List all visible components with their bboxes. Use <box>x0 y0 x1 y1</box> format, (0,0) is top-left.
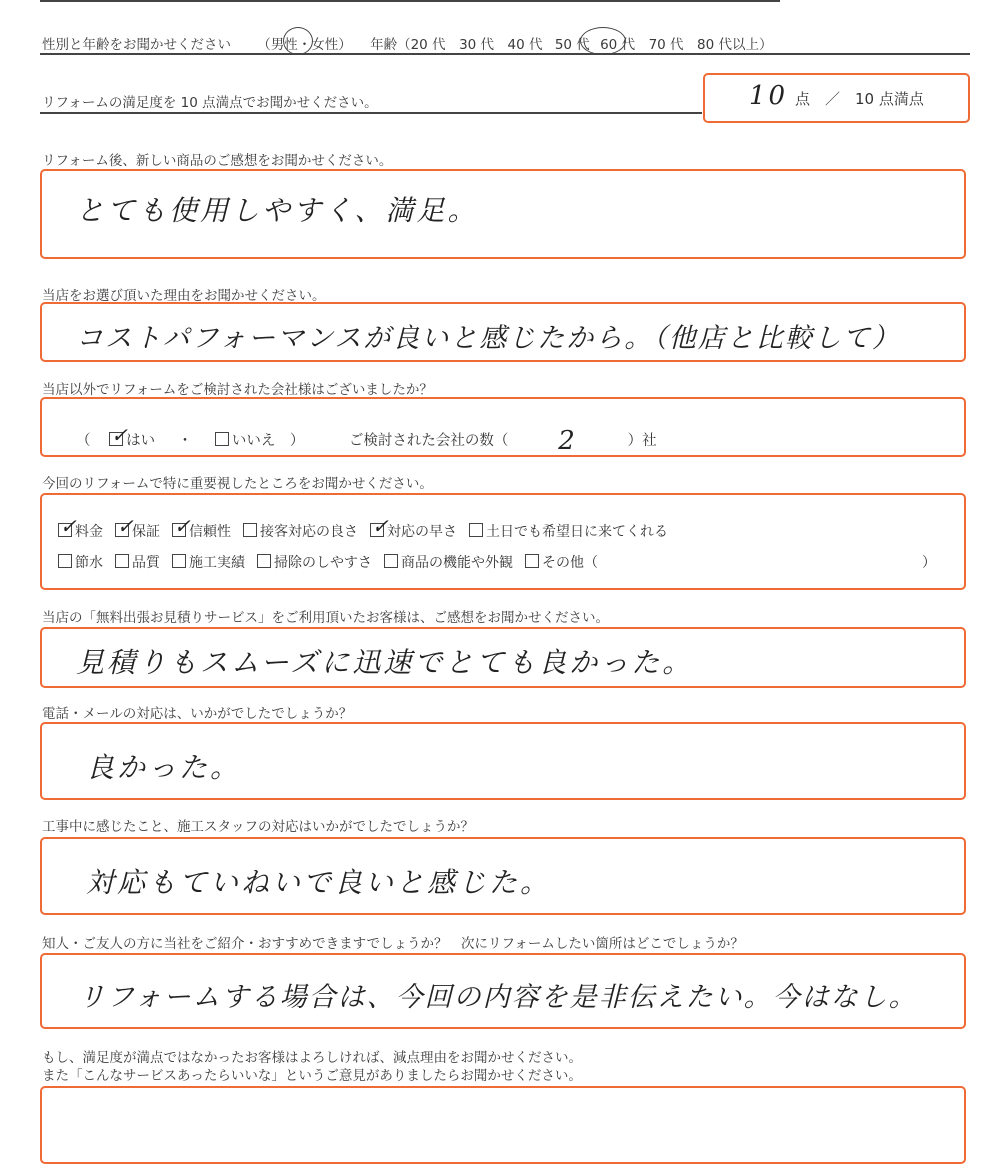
other-count-value: 2 <box>558 426 578 456</box>
important-row1-label: 接客対応の良さ <box>260 524 358 540</box>
other-open-paren: （ <box>76 433 91 449</box>
check-mark-icon: ✓ <box>60 514 77 538</box>
important-row1-label: 料金 <box>75 524 103 540</box>
important-row-1 <box>58 514 680 541</box>
important-row2-option <box>384 552 513 572</box>
important-row2-checkbox <box>257 554 271 568</box>
important-row2-option <box>172 552 245 572</box>
estimate-question: 当店の「無料出張お見積りサービス」をご利用頂いたお客様は、ご感想をお聞かせください。 <box>42 610 609 626</box>
important-row2-checkbox <box>525 554 539 568</box>
gender-options: （男性・女性） <box>257 37 352 53</box>
product-answer: とても使用しやすく、満足。 <box>76 194 479 227</box>
check-mark-icon: ✓ <box>372 514 389 538</box>
gender-age-rule <box>40 53 970 55</box>
important-row2-checkbox <box>115 554 129 568</box>
important-row1-checkbox <box>469 523 483 537</box>
other-companies-row <box>76 422 657 456</box>
important-close-paren: ） <box>922 555 936 571</box>
staff-answer-box <box>40 837 966 915</box>
other-companies-question: 当店以外でリフォームをご検討された会社様はございましたか？ <box>42 382 433 398</box>
other-no-checkbox <box>215 432 229 446</box>
important-row2-label: その他（ <box>542 555 598 571</box>
important-box <box>40 493 966 590</box>
important-row1-label: 土日でも希望日に来てくれる <box>486 524 668 540</box>
check-mark-icon: ✓ <box>174 514 191 538</box>
satisfaction-rule <box>40 112 702 114</box>
age-rest: 60 代 70 代 80 代以上） <box>600 37 773 53</box>
important-row1-checkbox <box>58 514 77 538</box>
check-mark-icon: ✓ <box>117 514 134 538</box>
other-yes-checkbox <box>109 423 128 447</box>
reason-answer: コストパフォーマンスが良いと感じたから。（他店と比較して） <box>76 323 901 354</box>
product-answer-box <box>40 169 966 259</box>
important-row-2 <box>58 552 610 572</box>
other-companies-box <box>40 397 966 457</box>
important-row2-option <box>257 552 372 572</box>
feedback-question-2: また「こんなサービスあったらいいな」というご意見がありましたらお聞かせください。 <box>42 1068 582 1084</box>
important-row1-option <box>172 514 231 541</box>
staff-answer: 対応もていねいで良いと感じた。 <box>86 866 552 899</box>
feedback-question-1: もし、満足度が満点ではなかったお客様はよろしければ、減点理由をお聞かせください。 <box>42 1050 582 1066</box>
important-row1-option <box>243 521 358 541</box>
important-question: 今回のリフォームで特に重要視したところをお聞かせください。 <box>42 476 433 492</box>
important-row2-checkbox <box>172 554 186 568</box>
important-row2-option <box>115 552 160 572</box>
other-no-label: いいえ ） <box>231 433 305 449</box>
important-row1-label: 対応の早さ <box>387 524 457 540</box>
important-row2-label: 節水 <box>75 555 103 571</box>
gender-selection-mark <box>283 27 313 55</box>
important-row2-option <box>525 552 598 572</box>
top-rule <box>40 0 780 2</box>
important-row2-label: 商品の機能や外観 <box>401 555 513 571</box>
important-row1-option <box>58 514 103 541</box>
important-row1-option <box>115 514 160 541</box>
important-row1-checkbox <box>370 514 389 538</box>
important-row1-checkbox <box>115 514 134 538</box>
product-question: リフォーム後、新しい商品のご感想をお聞かせください。 <box>42 153 393 169</box>
reason-answer-box <box>40 302 966 362</box>
other-separator: ・ <box>177 433 193 449</box>
satisfaction-question: リフォームの満足度を 10 点満点でお聞かせください。 <box>42 95 378 111</box>
age-selection-mark <box>580 27 626 55</box>
important-row1-label: 保証 <box>132 524 160 540</box>
gender-age-label: 性別と年齢をお聞かせください <box>42 37 231 53</box>
important-row1-option <box>370 514 457 541</box>
gender-age-question <box>42 33 773 53</box>
age-selected: 50 代 <box>554 37 590 53</box>
referral-question: 知人・ご友人の方に当社をご紹介・おすすめできますでしょうか？ 次にリフォームしたい箇所はどこでしょうか？ <box>42 936 744 952</box>
estimate-answer-box <box>40 627 966 688</box>
check-mark-icon: ✓ <box>111 423 128 447</box>
reason-question: 当店をお選び頂いた理由をお聞かせください。 <box>42 288 326 304</box>
feedback-answer-box <box>40 1086 966 1164</box>
age-label: 年齢（20 代 30 代 40 代 <box>370 37 543 53</box>
important-row1-checkbox <box>243 523 257 537</box>
important-row2-checkbox <box>384 554 398 568</box>
important-row2-checkbox <box>58 554 72 568</box>
phone-answer: 良かった。 <box>86 751 242 784</box>
important-row2-label: 品質 <box>132 555 160 571</box>
other-yes-label: はい <box>126 433 156 449</box>
score-box <box>703 73 970 123</box>
important-row2-label: 掃除のしやすさ <box>274 555 372 571</box>
referral-answer-box <box>40 953 966 1029</box>
referral-answer: リフォームする場合は、今回の内容を是非伝えたい。今はなし。 <box>78 982 918 1013</box>
staff-question: 工事中に感じたこと、施工スタッフの対応はいかがでしたでしょうか？ <box>42 819 474 835</box>
important-row2-label: 施工実績 <box>189 555 245 571</box>
phone-answer-box <box>40 722 966 800</box>
important-row2-option <box>58 552 103 572</box>
other-count-label: ご検討された会社の数（ <box>348 433 509 449</box>
estimate-answer: 見積りもスムーズに迅速でとても良かった。 <box>76 646 694 679</box>
important-row1-checkbox <box>172 514 191 538</box>
phone-question: 電話・メールの対応は、いかがでしたでしょうか？ <box>42 706 353 722</box>
important-row1-option <box>469 521 668 541</box>
score-unit: 点 ／ 10 点満点 <box>795 90 924 108</box>
score-value: 10 <box>749 81 789 111</box>
important-row1-label: 信頼性 <box>189 524 231 540</box>
other-count-unit: ）社 <box>627 433 657 449</box>
